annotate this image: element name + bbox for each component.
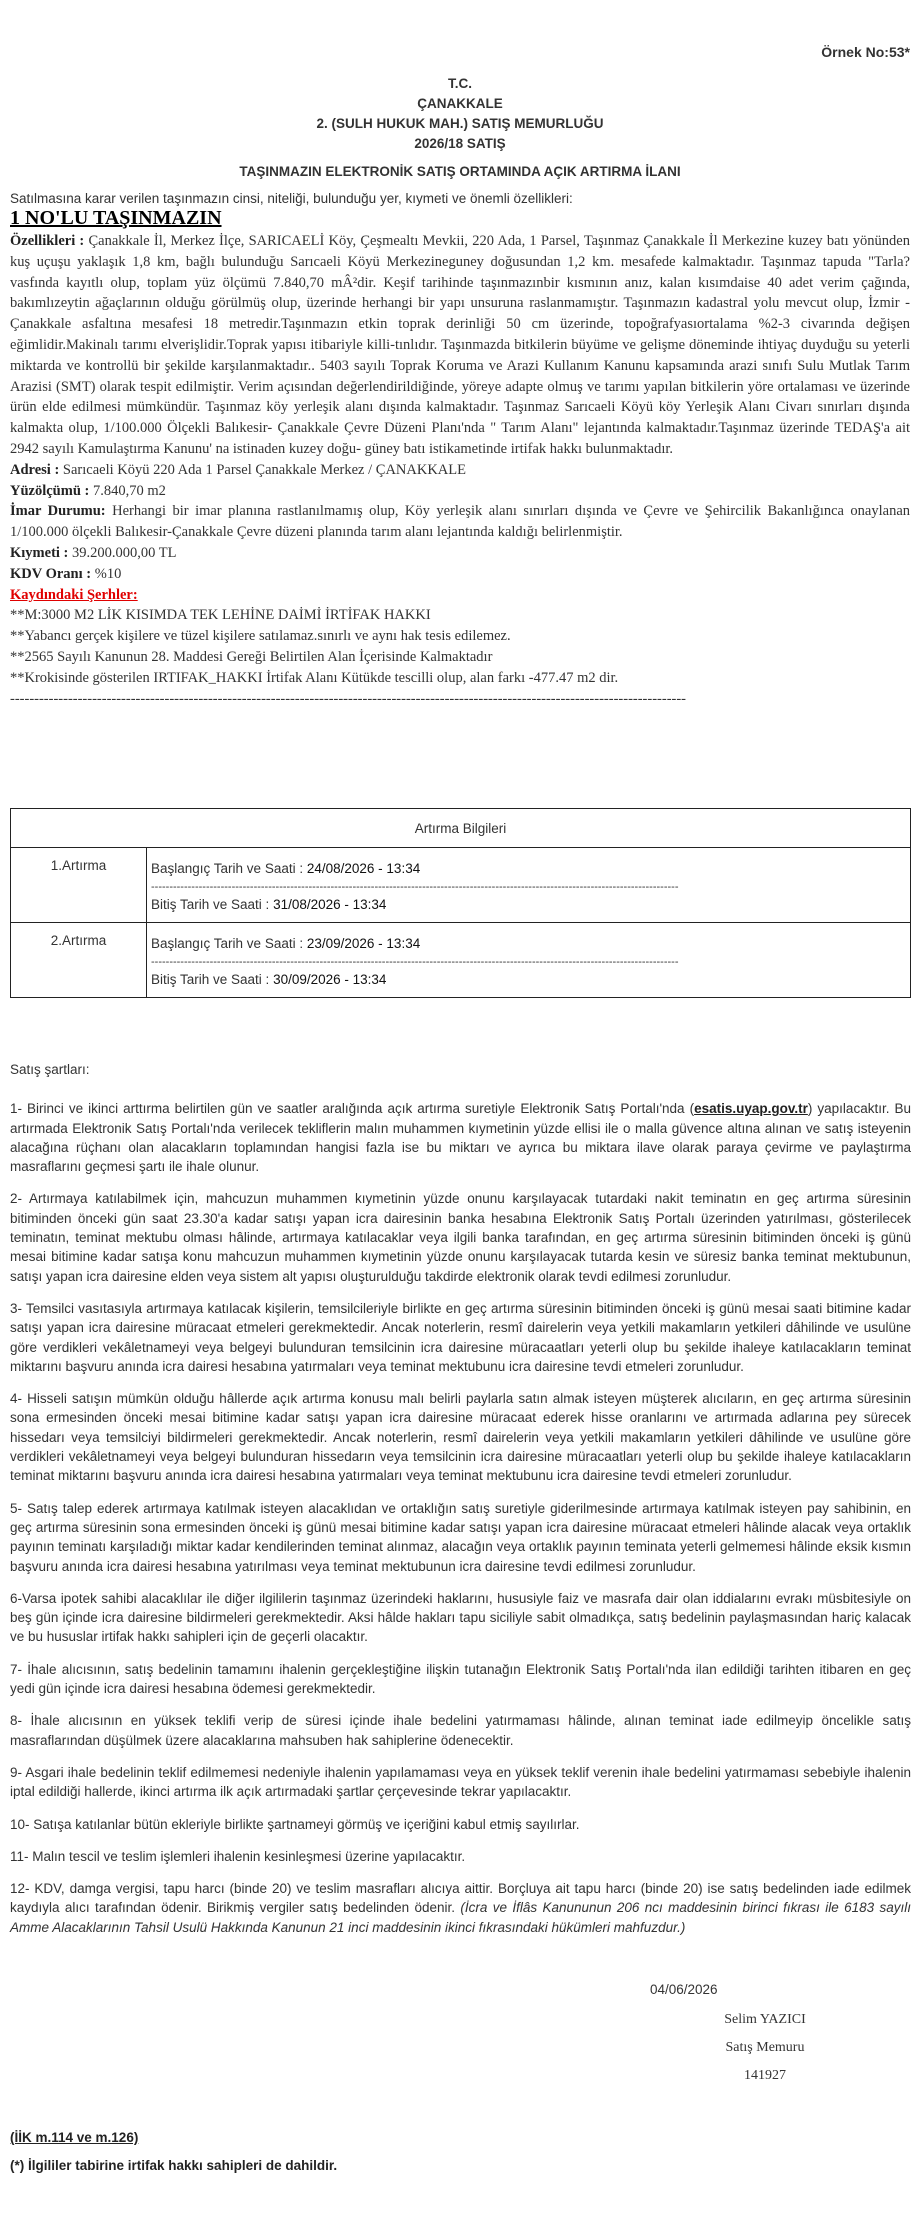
law-reference: (İİK m.114 ve m.126) — [10, 2130, 139, 2145]
term-5: 5- Satış talep ederek artırmaya katılmak isteyen alacaklıdan ve ortaklığın satış suretiyle giderilmesinde artırmaya katılmak isteyen pay sahibinin, en geç artırma süresinin sona ermesinden önceki iş günü mesai bitimine kadar satışı yapan icra dairesine müracaat etmeleri hâlinde alacak veya ortaklık payının teminatı karşıladığı miktar kadar kendilerinden teminat alınmaz, alacağın veya ortaklık payının teminata yeterli gelmemesi hâlinde eksik kısmın başvuru anında icra dairesi hesabına yatırılması veya teminat mektubunun icra dairesine tevdi edilmesi zorunludur. — [10, 1500, 911, 1574]
esatis-link[interactable]: esatis.uyap.gov.tr — [694, 1101, 808, 1117]
vat-text: %10 — [94, 565, 122, 582]
zoning-text: Herhangi bir imar planına rastlanılmamış olup, Köy yerleşik alanı sınırları dışında ve Çevre ve Şehircilik Bakanlığınca onaylanan 1/100.000 ölçekli Balıkesir-Çanakkale Çevre düzeni planında tarım alanı lejantında kaldığı belirlenmiştir. — [10, 503, 911, 541]
auction-info-table — [10, 808, 911, 998]
end-label: Bitiş Tarih ve Saati : — [151, 897, 270, 912]
officer-id: 141927 — [744, 2068, 786, 2083]
term-7: 7- İhale alıcısının, satış bedelinin tamamını ihalenin gerçekleştiğine ilişkin tutanağın Elektronik Satış Portalı'nda ilan edildiği tarihten itibaren en geç yedi gün içinde icra dairesi hesabına ödemesi gerekmektedir. — [10, 1661, 911, 1697]
term-1-text-cont: ) yapılacaktır. Bu artırmada Elektronik Satış Portalı'nda verilecek tekliflerin malın muhammen kıymetinin yüzde ellisi ile o malla güvence altına alınan ve satış isteyenin alacağına rüçhanı olan alacakların toplamından hangisi fazla ise bu miktarı ve ayrıca bu miktara ilave olarak paraya çevirme ve paylaştırma masraflarını geçmesi şartı ile ihale olunur. — [10, 1101, 911, 1175]
vat-line — [10, 564, 910, 585]
header-city: ÇANAKKALE — [417, 96, 503, 111]
separator-line: -------------------------------------------------------------------------------------------------------------------------------------------- — [10, 690, 687, 707]
address-line — [10, 460, 910, 481]
area-text: 7.840,70 m2 — [92, 482, 166, 499]
end-date: 30/09/2026 - 13:34 — [273, 972, 387, 987]
dates-separator: ------------------------------------------------------------------------------------------------------------------------------------------------ — [151, 956, 679, 968]
footnote: (*) İlgililer tabirine irtifak hakkı sahipleri de dahildir. — [10, 2158, 338, 2173]
notice-date: 04/06/2026 — [650, 1982, 718, 1997]
term-10: 10- Satışa katılanlar bütün ekleriyle birlikte şartnameyi görmüş ve içeriğini kabul etmiş sayılırlar. — [10, 1816, 580, 1832]
conditions-label: Kaydındaki Şerhler: — [10, 586, 138, 603]
start-date: 23/09/2026 - 13:34 — [306, 936, 421, 951]
auction-name: 2.Artırma — [11, 923, 147, 998]
features-text: Çanakkale İl, Merkez İlçe, SARICAELİ Köy, Çeşmealtı Mevkii, 220 Ada, 1 Parsel, Taşınmaz Çanakkale İl Merkezine kuzey batı yönünden kuş uçuşu yaklaşık 1,8 km, bağlı bulunduğu Sarıcaeli Köyü Merkezineguney doğusundan 1,2 km. mesafede kalmaktadır. Taşınmaz tapuda "Tarla? vasfında kayıtlı olup, toplam yüz ölçümü 7.840,70 mÂ²dir. Keşif tarihinde taşınmazınbir kısmının anız, kalan kısımdaise 40 adet verim çağında, bakımlızeytin ağaçlarının olduğu görülmüş olup, üzerinde herhangi bir yapı unsuruna raslanmamıştır. Taşınmazın kadastral yolu mevcut olup, İzmir - Çanakkale asfaltına mesafesi 18 metredir.Taşınmazın etkin toprak derinliği 50 cm üzerinde, topoğrafyasıortalama %2-3 civarında değişen eğimlidir.Makinalı tarımı elverişlidir.Toprak yapısı itibariyle killi-tınlıdır. Taşınmazda bitkilerin büyüme ve gelişme döneminde ihtiyaç duyduğu su yeterli miktarda ve kontrollü bir şekilde karşılanmaktadır.. 5403 sayılı Toprak Koruma ve Arazi Kullanım Kanunu kapsamında arazi sınıfı Sulu Mutlak Tarım Arazisi (SMT) olarak tespit edilmiştir. Verim açısından değerlendirildiğinde, yöreye adapte olmuş ve tarımı yapılan bitkilerin yöre ortalaması ve üzerinde ürün elde edilmesi mümkündür. Taşınmaz köy yerleşik alanı dışında kalmaktadır. Taşınmaz Sarıcaeli Köyü köy Yerleşik Alanı Civarı sınırları dışında kalmakta olup, 1/100.000 Ölçekli Balıkesir- Çanakkale Çevre Düzeni Planı'nda " Tarım Alanı" lejantında kalmaktadır.Taşınmaz üzerinde TEDAŞ'a ait 2942 sayılı Kamulaştırma Kanunu' na istinaden kuzey doğu- güney batı istikametinde irtifak hakkı bulunmaktadır. — [10, 233, 910, 457]
sale-terms — [10, 1060, 911, 1950]
end-label: Bitiş Tarih ve Saati : — [151, 972, 270, 987]
terms-title: Satış şartları: — [10, 1062, 90, 1077]
condition-item: **Yabancı gerçek kişilere ve tüzel kişilere satılamaz.sınırlı ve aynı hak tesis edilemez. — [10, 628, 511, 645]
value-text: 39.200.000,00 TL — [72, 544, 177, 561]
officer-name: Selim YAZICI — [724, 2012, 806, 2027]
term-4: 4- Hisseli satışın mümkün olduğu hâllerde açık artırma konusu malı belirli paylarla satın almak isteyen müşterek alıcıların, en geç artırma süresinin sona ermesinden önceki mesai bitimine kadar satışı yapan icra dairesine müracaat ederek hisse oranlarını ve artırmada adlarına pey sürecek hissedarı veya temsilciyi bildirmeleri gerekmektedir. Ancak noterlerin, resmî dairelerin veya yetkili makamların yetkileri dâhilinde ve usulüne göre verdikleri vekâletnameyi veya belgeyi bulunduran hissedarın veya temsilcinin icra dairesine müracaatları yeterli olup bu şekilde ihaleye katılacakların teminat miktarını başvuru anında icra dairesi hesabına yatırmaları veya teminat mektubunu icra dairesine tevdi etmeleri zorunludur. — [10, 1391, 911, 1484]
start-line — [151, 858, 906, 880]
sample-number: Örnek No:53* — [821, 44, 910, 60]
officer-title: Satış Memuru — [725, 2040, 805, 2055]
term-2: 2- Artırmaya katılabilmek için, mahcuzun muhammen kıymetinin yüzde onunu karşılayacak tutardaki nakit teminatın en geç artırma süresinin bitiminden önceki gün saat 23.30'a kadar satışı yapan icra dairesinin banka hesabına Elektronik Satış Portalı üzerinden yatırılması, gösterilecek teminatın, teminat mektubu olması hâlinde, artırmaya katılacaklar veya ilgili banka tarafından, en geç artırma süresinin bitiminden önceki iş günü mesai bitimine kadar satışa konu mahcuzun muhammen kıymetinin yüzde onunu karşılayacak tutarda kesin ve süresiz banka teminat mektubunun, satışı yapan icra dairesine elden veya sistem alt yapısı oluşturulduğu takdirde elektronik olarak tevdi edilmesi zorunludur. — [10, 1191, 911, 1284]
area-label: Yüzölçümü : — [10, 482, 90, 499]
value-label: Kıymeti : — [10, 544, 69, 561]
auction-table-header: Artırma Bilgileri — [11, 809, 911, 848]
term-1 — [10, 1099, 911, 1176]
auction-dates — [147, 923, 911, 998]
term-12-text: 12- KDV, damga vergisi, tapu harcı (binde 20) ve teslim masrafları alıcıya aittir. Borçluya ait tapu harcı (binde 20) ise satış bedelinden iade edilmek kaydıyla alıcı tarafından ödenir. Birikmiş vergiler satış bedelinden ödenir. — [10, 1881, 911, 1916]
term-3: 3- Temsilci vasıtasıyla artırmaya katılacak kişilerin, temsilcileriyle birlikte en geç artırma süresinin bitiminden önceki iş günü mesai saati bitimine kadar satışı yapan icra dairesine müracaat etmeleri gerekmektedir. Ancak noterlerin, resmî dairelerin veya yetkili makamların yetkileri dâhilinde ve usulüne göre verdikleri vekâletnameyi veya belgeyi bulunduran temsilcinin icra dairesine müracaatları yeterli olup bu şekilde ihaleye katılacakların teminat miktarını başvuru anında icra dairesi hesabına yatırmaları veya teminat mektubunu icra dairesine tevdi etmeleri zorunludur. — [10, 1300, 911, 1374]
term-12-note: (İcra ve İflâs Kanununun 206 ncı maddesinin birinci fıkrası ile 6183 sayılı Amme Alacaklarının Tahsil Usulü Hakkında Kanunun 21 inci maddesinin ikinci fıkrasındaki hükümleri mahfuzdur.) — [10, 1900, 911, 1935]
notice-title: TAŞINMAZIN ELEKTRONİK SATIŞ ORTAMINDA AÇIK ARTIRMA İLANI — [239, 164, 681, 179]
condition-item: **Krokisinde gösterilen IRTIFAK_HAKKI İrtifak Alanı Kütükde tescilli olup, alan farkı -477.47 m2 dir. — [10, 669, 619, 686]
auction-name: 1.Artırma — [11, 848, 147, 923]
zoning-label: İmar Durumu: — [10, 503, 106, 520]
header-tc: T.C. — [447, 76, 472, 91]
start-line — [151, 933, 906, 955]
auction-row-1 — [11, 848, 911, 923]
property-details — [10, 231, 910, 709]
features-paragraph — [10, 231, 910, 460]
features-label: Özellikleri : — [10, 233, 85, 249]
vat-label: KDV Oranı : — [10, 565, 92, 582]
start-label: Başlangıç Tarih ve Saati : — [151, 936, 304, 951]
term-6: 6-Varsa ipotek sahibi alacaklılar ile diğer ilgililerin taşınmaz üzerindeki haklarını, hususiyle faiz ve masrafa dair olan iddialarını evrakı müsbitesiyle on beş gün içinde icra dairesine bildirmeleri gerekmektedir. Aksi hâlde hakları tapu siciliyle sabit olmadıkça, satış bedelinin paylaşmasından hariç kalacak ve bu hususlar irtifak hakkı sahipleri için de geçerli olacaktır. — [10, 1590, 911, 1645]
area-line — [10, 481, 910, 502]
term-1-text: 1- Birinci ve ikinci arttırma belirtilen gün ve saatler aralığında açık artırma suretiyle Elektronik Satış Portalı'nda ( — [10, 1101, 695, 1117]
header-office: 2. (SULH HUKUK MAH.) SATIŞ MEMURLUĞU — [316, 116, 604, 131]
term-8: 8- İhale alıcısının en yüksek teklifi verip de süresi içinde ihale bedelini yatırmaması hâlinde, alınan teminat iade edilmeyip öncelikle satış masraflarından düşülmek üzere alacaklarına mahsuben hak sahiplerine ödenecektir. — [10, 1713, 911, 1748]
dates-separator: ------------------------------------------------------------------------------------------------------------------------------------------------ — [151, 881, 679, 893]
property-heading: 1 NO'LU TAŞINMAZIN — [10, 207, 222, 229]
condition-item: **M:3000 M2 LİK KISIMDA TEK LEHİNE DAİMİ İRTİFAK HAKKI — [10, 607, 431, 624]
header-file-number: 2026/18 SATIŞ — [414, 136, 506, 151]
auction-dates — [147, 848, 911, 923]
end-line — [151, 894, 906, 916]
term-11: 11- Malın tescil ve teslim işlemleri ihalenin kesinleşmesi üzerine yapılacaktır. — [10, 1848, 466, 1864]
condition-item: **2565 Sayılı Kanunun 28. Maddesi Gereği Belirtilen Alan İçerisinde Kalmaktadır — [10, 648, 493, 665]
end-date: 31/08/2026 - 13:34 — [273, 897, 387, 912]
auction-row-2 — [11, 923, 911, 998]
term-12 — [10, 1879, 911, 1937]
term-9: 9- Asgari ihale bedelinin teklif edilmemesi nedeniyle ihalenin yapılamaması veya en yüksek teklif verenin ihale bedelini yatırmaması sebebiyle ihalenin iptal edildiği hallerde, ikinci artırma ilk açık artırmadaki şartlar çerçevesinde tekrar yapılacaktır. — [10, 1764, 911, 1800]
address-text: Sarıcaeli Köyü 220 Ada 1 Parsel Çanakkale Merkez / ÇANAKKALE — [62, 461, 466, 478]
start-label: Başlangıç Tarih ve Saati : — [151, 861, 304, 876]
zoning-paragraph — [10, 501, 910, 543]
value-line — [10, 543, 910, 564]
address-label: Adresi : — [10, 461, 60, 478]
intro-text: Satılmasına karar verilen taşınmazın cinsi, niteliği, bulunduğu yer, kıymeti ve önemli özellikleri: — [10, 191, 573, 206]
end-line — [151, 969, 906, 991]
start-date: 24/08/2026 - 13:34 — [306, 861, 421, 876]
auction-header-row — [11, 809, 911, 848]
